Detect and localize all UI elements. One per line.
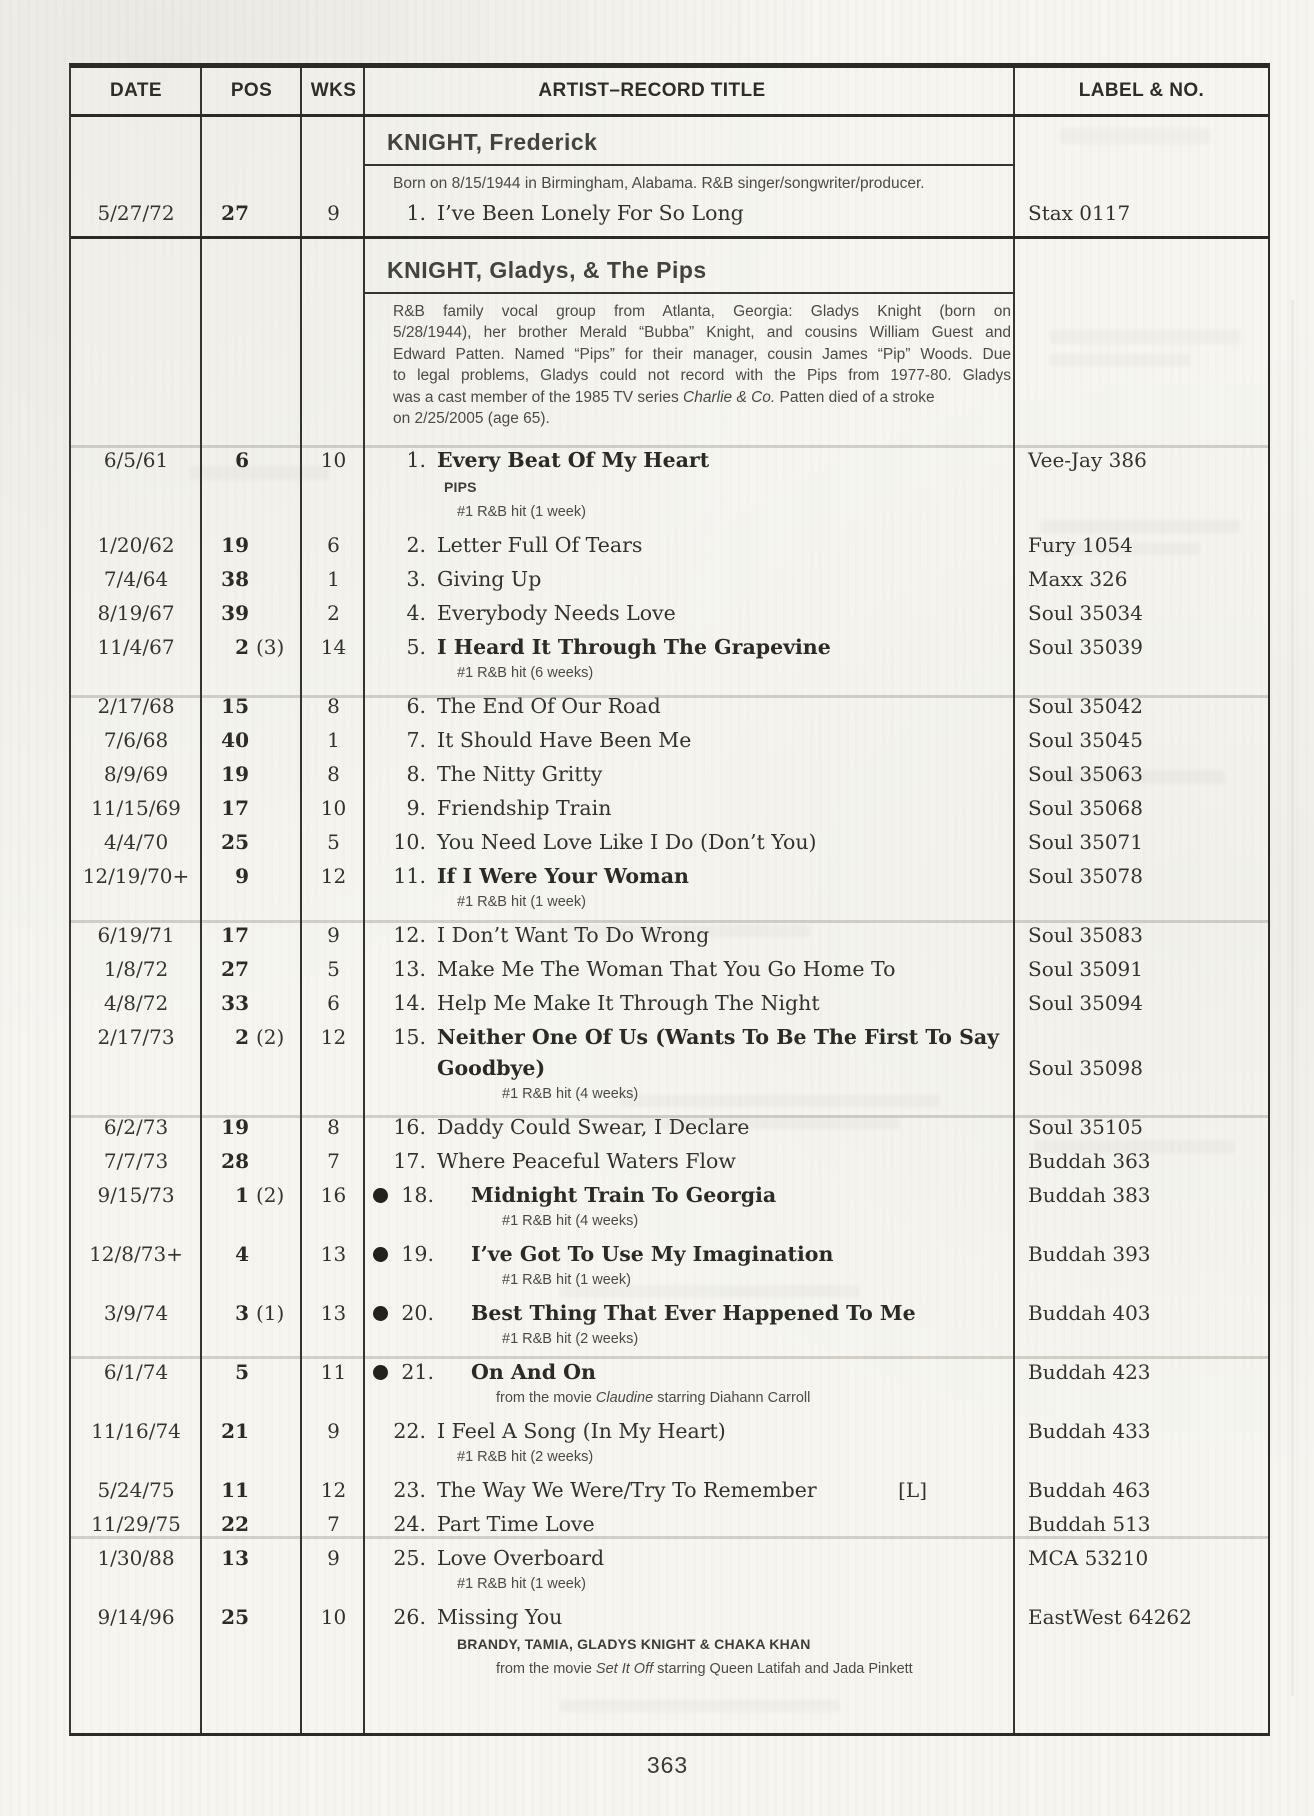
song-title-cell [365,1419,1015,1469]
peak-position-value: 21 [221,1418,249,1443]
peak-position-value: 19 [221,1114,249,1139]
peak-position-value: 2 [235,1024,249,1049]
peak-position [201,762,302,787]
artist-name-heading: KNIGHT, Gladys, & The Pips [387,256,707,283]
scan-edge-artifact [1291,300,1294,1696]
song-title-cell [365,864,1015,914]
artist-credit: PIPS [444,478,477,495]
chart-table [69,63,1270,1736]
weeks-charted: 11 [320,1359,347,1384]
header-wks: WKS [310,80,357,101]
song-title: Help Me Make It Through The Night [437,990,820,1015]
peak-position-value: 27 [221,200,249,225]
song-title: It Should Have Been Me [437,727,692,752]
bio-line: on 2/25/2005 (age 65). [393,410,550,427]
record-label: Buddah 403 [1028,1300,1151,1325]
release-date: 3/9/74 [103,1300,169,1325]
song-title: The End Of Our Road [437,693,661,718]
weeks-charted: 9 [327,1418,340,1443]
artist-bio: Born on 8/15/1944 in Birmingham, Alabama. R&B singer/songwriter/producer. [393,175,925,192]
peak-position-value: 27 [221,956,249,981]
table-header-row [71,68,1268,117]
weeks-charted: 12 [320,863,347,888]
release-date: 11/4/67 [97,634,175,659]
song-number: 25. [393,1545,426,1570]
header-pos: POS [230,80,273,101]
weeks-charted: 6 [327,532,340,557]
song-number: 15. [393,1024,426,1049]
number-one-note: #1 R&B hit (1 week) [457,893,586,910]
bio-line: was a cast member of the 1985 TV series Charlie & Co. Patten died of a stroke [393,388,935,406]
release-date: 1/8/72 [103,956,169,981]
weeks-charted: 8 [327,761,340,786]
record-label: Buddah 433 [1028,1418,1151,1443]
weeks-charted: 14 [320,634,347,659]
record-label: Soul 35091 [1028,956,1143,981]
table-row [71,1419,1268,1469]
song-number: 18. [401,1182,434,1207]
song-title-cell [365,1183,1015,1233]
table-row [71,1512,1268,1537]
release-date: 2/17/73 [97,1024,175,1049]
song-title: Where Peaceful Waters Flow [437,1148,736,1173]
peak-position-value: 33 [221,990,249,1015]
release-date: 5/24/75 [97,1477,175,1502]
record-label: Buddah 513 [1028,1511,1151,1536]
release-date: 8/9/69 [103,761,169,786]
song-title-cell [365,1149,1015,1174]
song-title: Every Beat Of My Heart [437,447,710,472]
peak-position [201,991,302,1016]
peak-position [201,1115,302,1140]
table-row [71,864,1268,914]
header-artist-record-title: ARTIST–RECORD TITLE [538,80,766,101]
song-title: I Heard It Through The Grapevine [437,634,831,659]
artist-bio [393,301,1011,430]
bio-line: 5/28/1944), her brother Merald “Bubba” Knight, and cousins William Guest and [393,324,1011,341]
table-row [71,567,1268,592]
song-title: I Feel A Song (In My Heart) [437,1418,726,1443]
song-title-cell [365,448,1015,524]
header-label-no: LABEL & NO. [1078,80,1205,101]
bio-rule [363,164,1013,166]
song-number: 19. [401,1241,434,1266]
release-date: 5/27/72 [97,200,175,225]
bio-line: Edward Patten. Named “Pips” for their manager, cousin James “Pip” Woods. Due [393,345,1011,363]
record-label: Buddah 383 [1028,1182,1151,1207]
song-title: Love Overboard [437,1545,605,1570]
song-title-cell [365,923,1015,948]
peak-position [201,923,302,948]
number-one-note: #1 R&B hit (1 week) [502,1271,631,1288]
song-number: 4. [406,600,426,625]
song-title-cell [365,1360,1015,1410]
release-date: 12/8/73+ [89,1241,183,1266]
weeks-charted: 5 [327,956,340,981]
song-title-cell [365,533,1015,558]
song-title-cell [365,1242,1015,1292]
weeks-charted: 8 [327,1114,340,1139]
song-title: Missing You [437,1604,563,1629]
record-label: Soul 35083 [1028,922,1143,947]
peak-position [201,601,302,626]
weeks-charted: 10 [320,1604,347,1629]
weeks-at-peak: (3) [256,634,285,659]
song-title-cell [365,1512,1015,1537]
weeks-at-peak: (2) [256,1024,285,1049]
release-date: 6/5/61 [103,447,169,472]
artist-section-gladys-knight-pips [71,239,1268,1681]
weeks-charted: 9 [327,1545,340,1570]
release-date: 12/19/70+ [82,863,190,888]
song-title: Giving Up [437,566,542,591]
record-label: Soul 35068 [1028,795,1143,820]
song-title-cell [365,567,1015,592]
record-label: Soul 35094 [1028,990,1143,1015]
peak-position [201,201,302,226]
record-label: Soul 35045 [1028,727,1143,752]
peak-position-value: 17 [221,795,249,820]
table-body [71,117,1268,1681]
peak-position-value: 19 [221,532,249,557]
peak-position-value: 6 [235,447,249,472]
number-one-note: #1 R&B hit (4 weeks) [502,1085,639,1102]
peak-position [201,1301,302,1351]
peak-position [201,1025,302,1106]
song-title-cell [365,796,1015,821]
table-row [71,1242,1268,1292]
table-row [71,991,1268,1016]
song-title: I’ve Been Lonely For So Long [437,200,744,225]
table-row [71,601,1268,626]
weeks-charted: 10 [320,795,347,820]
song-number: 2. [406,532,426,557]
table-row [71,1546,1268,1596]
peak-position [201,567,302,592]
song-title: Best Thing That Ever Happened To Me [471,1300,916,1325]
table-row [71,1025,1268,1106]
table-row [71,635,1268,685]
peak-position [201,1149,302,1174]
song-title-cell [365,1301,1015,1351]
song-number: 17. [393,1148,426,1173]
peak-position-value: 5 [235,1359,249,1384]
bio-line: to legal problems, Gladys could not record with the Pips from 1977-80. Gladys [393,367,1011,384]
song-title: If I Were Your Woman [437,863,689,888]
song-number: 16. [393,1114,426,1139]
peak-position-value: 4 [235,1241,249,1266]
artist-credit: BRANDY, TAMIA, GLADYS KNIGHT & CHAKA KHAN [457,1635,811,1652]
peak-position [201,1360,302,1410]
peak-position [201,1183,302,1233]
peak-position [201,694,302,719]
song-number: 21. [401,1359,434,1384]
movie-title: Claudine [595,1389,654,1406]
number-one-note: #1 R&B hit (1 week) [457,503,586,520]
weeks-charted: 13 [320,1300,347,1325]
table-row [71,957,1268,982]
peak-position-value: 19 [221,761,249,786]
release-date: 6/2/73 [103,1114,169,1139]
release-date: 4/4/70 [103,829,169,854]
release-date: 4/8/72 [103,990,169,1015]
song-title-cell [365,957,1015,982]
number-one-note: #1 R&B hit (2 weeks) [502,1330,639,1347]
weeks-charted: 2 [327,600,340,625]
peak-position [201,448,302,524]
peak-position-value: 15 [221,693,249,718]
table-row [71,1149,1268,1174]
peak-position-value: 25 [221,1604,249,1629]
weeks-charted: 8 [327,693,340,718]
page-number: 363 [646,1752,689,1778]
table-row [71,923,1268,948]
movie-title: Set It Off [595,1660,654,1677]
weeks-charted: 12 [320,1024,347,1049]
peak-position-value: 9 [235,863,249,888]
tv-series-title: Charlie & Co. [683,388,776,406]
record-label: Soul 35105 [1028,1114,1143,1139]
peak-position-value: 39 [221,600,249,625]
release-date: 9/14/96 [97,1604,175,1629]
song-title-continued: Goodbye) [437,1055,546,1080]
record-label: Buddah 393 [1028,1241,1151,1266]
song-number: 23. [393,1477,426,1502]
song-title: Letter Full Of Tears [437,532,643,557]
record-label: EastWest 64262 [1028,1604,1192,1629]
song-title: I’ve Got To Use My Imagination [471,1241,834,1266]
peak-position [201,1478,302,1503]
table-row [71,201,1268,226]
song-title-cell [365,1605,1015,1681]
record-label: Soul 35039 [1028,634,1143,659]
peak-position [201,957,302,982]
song-title-cell [365,830,1015,855]
header-date: DATE [110,80,162,101]
weeks-charted: 1 [327,566,340,591]
table-row [71,533,1268,558]
release-date: 7/6/68 [103,727,169,752]
release-date: 1/20/62 [97,532,175,557]
song-title-cell [365,1025,1015,1106]
peak-position [201,796,302,821]
peak-position [201,1605,302,1681]
peak-position-value: 2 [235,634,249,659]
song-number: 13. [393,956,426,981]
record-label: Soul 35034 [1028,600,1143,625]
peak-position [201,830,302,855]
peak-position-value: 17 [221,922,249,947]
song-title-cell [365,762,1015,787]
artist-section-frederick-knight [71,117,1268,239]
song-title-cell [365,201,1015,226]
peak-position-value: 40 [221,727,249,752]
table-row [71,830,1268,855]
record-label: Soul 35071 [1028,829,1143,854]
peak-position-value: 22 [221,1511,249,1536]
song-number: 14. [393,990,426,1015]
weeks-charted: 10 [320,447,347,472]
bio-line: R&B family vocal group from Atlanta, Georgia: Gladys Knight (born on [393,302,1011,320]
song-title: The Nitty Gritty [437,761,603,786]
peak-position [201,1546,302,1596]
song-title: Daddy Could Swear, I Declare [437,1114,750,1139]
gold-record-bullet [373,1306,388,1321]
record-label: Soul 35078 [1028,863,1143,888]
song-number: 11. [393,863,426,888]
peak-position-value: 1 [235,1182,249,1207]
song-title: Midnight Train To Georgia [471,1182,777,1207]
song-number: 3. [406,566,426,591]
live-recording-flag: [L] [898,1477,927,1502]
song-title: Make Me The Woman That You Go Home To [437,956,896,981]
release-date: 8/19/67 [97,600,175,625]
peak-position-value: 38 [221,566,249,591]
release-date: 6/19/71 [97,922,175,947]
song-number: 7. [406,727,426,752]
song-title: Everybody Needs Love [437,600,676,625]
release-date: 7/7/73 [103,1148,169,1173]
table-row [71,1183,1268,1233]
table-row [71,1605,1268,1681]
record-label: Maxx 326 [1028,566,1128,591]
record-label: Soul 35042 [1028,693,1143,718]
song-number: 26. [393,1604,426,1629]
song-number: 1. [406,200,426,225]
peak-position [201,533,302,558]
peak-position-value: 25 [221,829,249,854]
song-title-cell [365,694,1015,719]
table-row [71,796,1268,821]
weeks-charted: 6 [327,990,340,1015]
song-title-cell [365,991,1015,1016]
weeks-charted: 12 [320,1477,347,1502]
movie-note: from the movie Set It Off starring Queen Latifah and Jada Pinkett [496,1660,913,1677]
record-label: Soul 35063 [1028,761,1143,786]
song-entries [71,448,1268,1681]
release-date: 11/15/69 [91,795,181,820]
song-number: 12. [393,922,426,947]
table-row [71,694,1268,719]
record-label: MCA 53210 [1028,1545,1149,1570]
record-label: Fury 1054 [1028,532,1133,557]
song-title: Neither One Of Us (Wants To Be The First To Say [437,1024,1000,1049]
weeks-charted: 13 [320,1241,347,1266]
song-number: 20. [401,1300,434,1325]
record-label: Buddah 423 [1028,1359,1151,1384]
weeks-charted: 16 [320,1182,347,1207]
gold-record-bullet [373,1247,388,1262]
number-one-note: #1 R&B hit (4 weeks) [502,1212,639,1229]
bio-rule [363,292,1013,294]
song-title-cell [365,1478,1015,1503]
song-number: 22. [393,1418,426,1443]
peak-position-value: 11 [221,1477,249,1502]
song-title: You Need Love Like I Do (Don’t You) [437,829,817,854]
weeks-charted: 7 [327,1148,340,1173]
song-title-cell [365,1115,1015,1140]
weeks-charted: 5 [327,829,340,854]
song-number: 24. [393,1511,426,1536]
table-row [71,1360,1268,1410]
release-date: 11/29/75 [91,1511,181,1536]
table-row [71,1301,1268,1351]
peak-position [201,864,302,914]
peak-position [201,1242,302,1292]
peak-position-value: 3 [235,1300,249,1325]
peak-position [201,1419,302,1469]
release-date: 7/4/64 [103,566,169,591]
song-title-cell [365,635,1015,685]
number-one-note: #1 R&B hit (1 week) [457,1575,586,1592]
gold-record-bullet [373,1188,388,1203]
gold-record-bullet [373,1365,388,1380]
movie-note: from the movie Claudine starring Diahann Carroll [496,1389,811,1406]
table-row [71,448,1268,524]
record-label: Vee-Jay 386 [1028,447,1147,472]
song-title: On And On [471,1359,596,1384]
release-date: 1/30/88 [97,1545,175,1570]
peak-position [201,1512,302,1537]
peak-position [201,728,302,753]
song-title: I Don’t Want To Do Wrong [437,922,710,947]
record-label: Soul 35098 [1028,1055,1143,1080]
weeks-charted: 7 [327,1511,340,1536]
peak-position-value: 28 [221,1148,249,1173]
release-date: 6/1/74 [103,1359,169,1384]
song-title: Friendship Train [437,795,612,820]
song-number: 9. [406,795,426,820]
table-row [71,762,1268,787]
number-one-note: #1 R&B hit (2 weeks) [457,1448,594,1465]
song-title: The Way We Were/Try To Remember [437,1477,817,1502]
release-date: 2/17/68 [97,693,175,718]
release-date: 9/15/73 [97,1182,175,1207]
song-number: 1. [406,447,426,472]
song-number: 6. [406,693,426,718]
weeks-at-peak: (1) [256,1300,285,1325]
number-one-note: #1 R&B hit (6 weeks) [457,664,594,681]
peak-position-value: 13 [221,1545,249,1570]
song-number: 5. [406,634,426,659]
song-title-cell [365,1546,1015,1596]
song-title-cell [365,601,1015,626]
song-title: Part Time Love [437,1511,595,1536]
table-row [71,728,1268,753]
record-label: Stax 0117 [1028,200,1131,225]
song-title-cell [365,728,1015,753]
table-row [71,1115,1268,1140]
release-date: 11/16/74 [91,1418,181,1443]
weeks-at-peak: (2) [256,1182,285,1207]
artist-name-heading: KNIGHT, Frederick [387,129,598,155]
song-number: 10. [393,829,426,854]
song-number: 8. [406,761,426,786]
record-label: Buddah 463 [1028,1477,1151,1502]
record-label: Buddah 363 [1028,1148,1151,1173]
peak-position [201,635,302,685]
weeks-charted: 9 [327,200,340,225]
table-row [71,1478,1268,1503]
weeks-charted: 9 [327,922,340,947]
weeks-charted: 1 [327,727,340,752]
